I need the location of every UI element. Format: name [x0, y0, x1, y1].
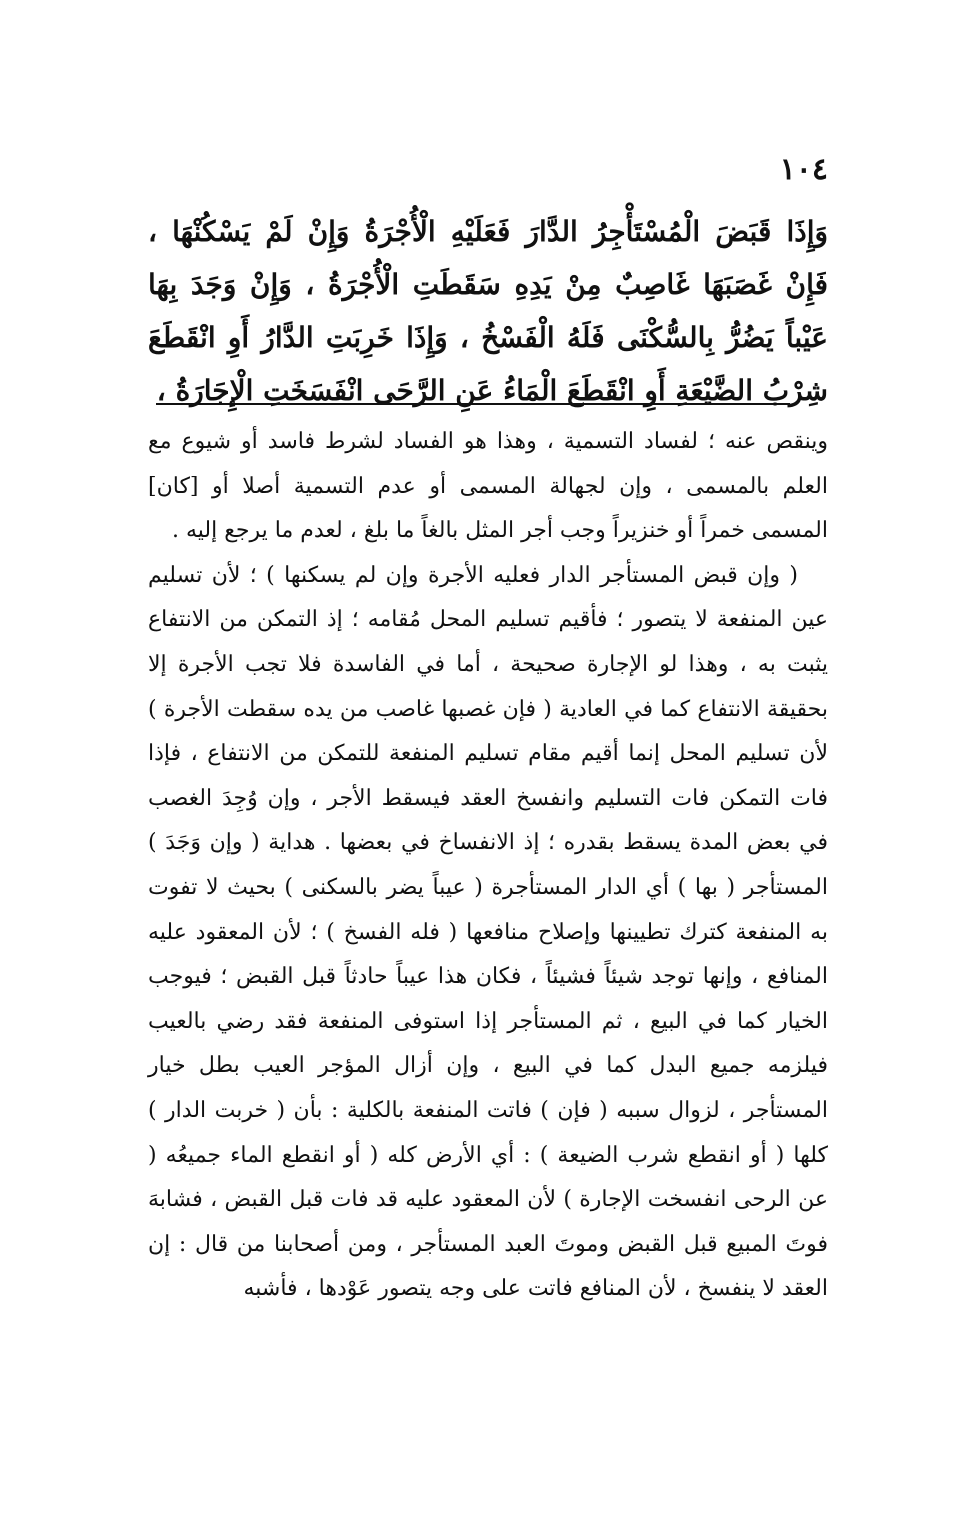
- footnote-divider: [156, 403, 790, 405]
- commentary-paragraph: وينقص عنه ؛ لفساد التسمية ، وهذا هو الفساد لشرط فاسد أو شيوع مع العلم بالمسمى ، وإن لجهالة المسمى أو عدم التسمية أصلا أو [كان] المسمى خمراً أو خنزيراً وجب أجر المثل بالغاً ما بلغ ، لعدم ما يرجع إليه .: [148, 429, 828, 544]
- main-text-paragraph: وَإِذَا قَبَضَ الْمُسْتَأْجِرُ الدَّارَ فَعَلَيْهِ الْأُجْرَةُ وَإِنْ لَمْ يَسْكُنْهَا ، فَإِنْ غَصَبَهَا غَاصِبٌ مِنْ يَدِهِ سَقَطَتِ الْأُجْرَةُ ، وَإِنْ وَجَدَ بِهَا عَيْباً يَضُرُّ بِالسُّكْنَى فَلَهُ الْفَسْخُ ، وَإِذَا خَرِبَتِ الدَّارُ أَوِ انْقَطَعَ شِرْبُ الضَّيْعَةِ أَوِ انْقَطَعَ الْمَاءُ عَنِ الرَّحَى انْفَسَخَتِ الْإِجَارَةُ ،: [148, 215, 829, 407]
- main-text: [148, 205, 828, 417]
- commentary-text: [148, 420, 828, 1312]
- page-number: ١٠٤: [779, 152, 828, 187]
- commentary-paragraph: ( وإن قبض المستأجر الدار فعليه الأجرة وإن لم يسكنها ) ؛ لأن تسليم عين المنفعة لا يتصور ؛ فأقيم تسليم المحل مُقامه ؛ إذ التمكن من الانتفاع يثبت به ، وهذا لو الإجارة صحيحة ، أما في الفاسدة فلا تجب الأجرة إلا بحقيقة الانتفاع كما في العادية ( فإن غصبها غاصب من يده سقطت الأجرة ) لأن تسليم المحل إنما أقيم مقام تسليم المنفعة للتمكن من الانتفاع ، فإذا فات التمكن فات التسليم وانفسخ العقد فيسقط الأجر ، وإن وُجِدَ الغصب في بعض المدة يسقط بقدره ؛ إذ الانفساخ في بعضها . هداية ( وإن وَجَدَ ) المستأجر ( بها ) أي الدار المستأجرة ( عيباً يضر بالسكنى ) بحيث لا تفوت به المنفعة كترك تطيينها وإصلاح منافعها ( فله الفسخ ) ؛ لأن المعقود عليه المنافع ، وإنها توجد شيئاً فشيئاً ، فكان هذا عيباً حادثاً قبل القبض ؛ فيوجب الخيار كما في البيع ، ثم المستأجر إذا استوفى المنفعة فقد رضي بالعيب فيلزمه جميع البدل كما في البيع ، وإن أزال المؤجر العيب بطل خيار المستأجر ، لزوال سببه ( فإن ) فاتت المنفعة بالكلية : بأن ( خربت الدار ) كلها ( أو انقطع شرب الضيعة ) : أي الأرض كله ( أو انقطع الماء جميعُه ( عن الرحى انفسخت الإجارة ) لأن المعقود عليه قد فات قبل القبض ، فشابهَ فوتَ المبيع قبل القبض وموتَ العبد المستأجر ، ومن أصحابنا من قال : إن العقد لا ينفسخ ، لأن المنافع فاتت على وجه يتصور عَوْدها ، فأشبه: [148, 562, 828, 1302]
